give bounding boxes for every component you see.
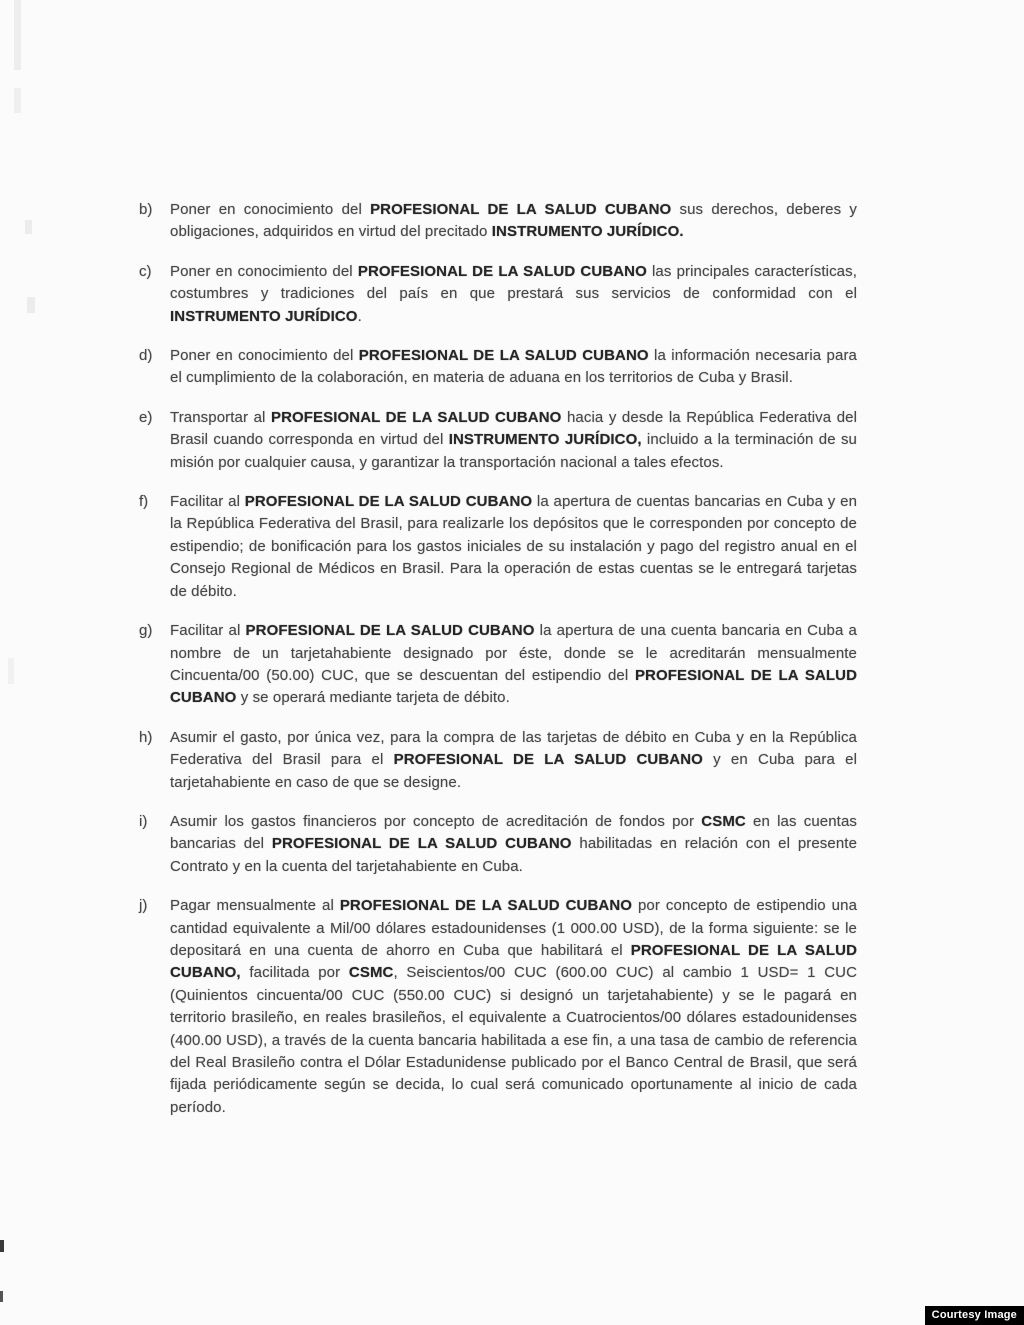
- clause-text-segment: Transportar al: [170, 408, 271, 426]
- clause-text-bold-segment: CSMC: [348, 964, 394, 982]
- clause-text-segment: Asumir el gasto, por única vez, para la compra de las tarjetas de débito en Cuba y en la República Federativa del Brasil para el: [170, 728, 857, 769]
- clause-text-segment: las principales características, costumbres y tradiciones del país en que prestará sus servicios de conformidad con el: [170, 262, 857, 303]
- clause-letter: i): [139, 812, 148, 830]
- clause-text: [170, 261, 857, 328]
- clause-item: [139, 727, 857, 794]
- clause-item: [139, 811, 857, 878]
- clause-text-segment: en las cuentas bancarias del: [170, 812, 857, 853]
- clause-text: [170, 727, 857, 794]
- courtesy-image-badge: Courtesy Image: [925, 1306, 1024, 1325]
- clause-item: [139, 407, 857, 474]
- clause-text-bold-segment: PROFESIONAL DE LA SALUD CUBANO: [358, 347, 649, 365]
- clause-text-segment: .: [357, 307, 362, 325]
- clause-item: [139, 199, 857, 244]
- clause-letter: f): [139, 493, 149, 511]
- clause-text: [170, 895, 857, 1119]
- clause-text-segment: , Seiscientos/00 CUC (600.00 CUC) al cambio 1 USD= 1 CUC (Quinientos cincuenta/00 CUC (550.00 CUC) si designó un tarjetahabiente) y se le pagará en territorio brasileño, en reales brasileños, el equivalente a Cuatrocientos/00 dólares estadounidenses (400.00 USD), a través de la cuenta bancaria habilitada a ese fin, a una tasa de cambio de referencia del Real Brasileño contra el Dólar Estadunidense publicado por el Banco Central de Brasil, que será fijada periódicamente según se decida, lo cual será comunicado oportunamente al inicio de cada período.: [170, 964, 858, 1116]
- clause-letter: b): [139, 201, 153, 218]
- clause-item: [139, 895, 857, 1119]
- clause-letter: g): [139, 622, 153, 640]
- clause-text-segment: la apertura de una cuenta bancaria en Cuba a nombre de un tarjetahabiente designado por éste, donde se le acreditarán mensualmente Cincuenta/00 (50.00) CUC, que se descuentan del estipendio del: [170, 622, 857, 684]
- clause-text: [170, 407, 857, 474]
- clause-text: [170, 345, 857, 390]
- clause-text-bold-segment: CSMC: [701, 812, 746, 830]
- clause-text-bold-segment: INSTRUMENTO JURÍDICO.: [491, 223, 684, 241]
- clause-text: [170, 199, 857, 244]
- clause-text-bold-segment: INSTRUMENTO JURÍDICO: [170, 307, 358, 325]
- clause-text-segment: Pagar mensualmente al: [170, 897, 340, 915]
- scan-artifact: [25, 220, 32, 234]
- clause-text-segment: la información necesaria para el cumplimiento de la colaboración, en materia de aduana en los territorios de Cuba y Brasil.: [170, 347, 857, 387]
- clause-item: [139, 261, 857, 328]
- scan-artifact: [14, 0, 21, 70]
- clause-text-bold-segment: INSTRUMENTO JURÍDICO,: [448, 431, 642, 449]
- clause-text-segment: sus derechos, deberes y obligaciones, adquiridos en virtud del precitado: [170, 201, 857, 241]
- clause-text-segment: por concepto de estipendio una cantidad equivalente a Mil/00 dólares estadounidenses (1 000.00 USD), de la forma siguiente: se le depositará en una cuenta de ahorro en Cuba que habilitará el: [170, 897, 858, 959]
- clause-text-bold-segment: PROFESIONAL DE LA SALUD CUBANO: [170, 666, 857, 707]
- clause-text-segment: habilitadas en relación con el presente Contrato y en la cuenta del tarjetahabiente en Cuba.: [170, 835, 858, 875]
- clause-text-segment: la apertura de cuentas bancarias en Cuba y en la República Federativa del Brasil, para realizarle los depósitos que le corresponden por concepto de estipendio; de bonificación para los gastos iniciales de su instalación y pago del registro anual en el Consejo Regional de Médicos en Brasil. Para la operación de estas cuentas se le entregará tarjetas de débito.: [170, 493, 858, 600]
- clause-text-segment: Poner en conocimiento del: [170, 201, 371, 218]
- scan-artifact: [27, 297, 35, 313]
- clause-letter: j): [139, 897, 148, 915]
- clause-text-bold-segment: PROFESIONAL DE LA SALUD CUBANO: [393, 751, 703, 769]
- clause-text-segment: Facilitar al: [170, 493, 245, 511]
- clause-text-segment: hacia y desde la República Federativa del Brasil cuando corresponda en virtud del: [170, 408, 858, 449]
- clause-text-segment: Facilitar al: [170, 622, 246, 640]
- clause-letter: h): [139, 728, 153, 746]
- clause-letter: e): [139, 408, 153, 426]
- clause-text-bold-segment: PROFESIONAL DE LA SALUD CUBANO: [357, 262, 647, 280]
- scan-artifact: [8, 658, 14, 684]
- clause-list: [139, 199, 857, 1119]
- clause-text-segment: incluido a la terminación de su misión por cualquier causa, y garantizar la transportación nacional a tales efectos.: [170, 431, 857, 471]
- clause-text-segment: y se operará mediante tarjeta de débito.: [236, 689, 510, 707]
- clause-text-bold-segment: PROFESIONAL DE LA SALUD CUBANO: [244, 493, 533, 511]
- clause-text-bold-segment: PROFESIONAL DE LA SALUD CUBANO: [271, 835, 572, 853]
- clause-text-bold-segment: PROFESIONAL DE LA SALUD CUBANO: [245, 622, 535, 640]
- clause-text-segment: Poner en conocimiento del: [170, 347, 359, 365]
- clause-item: [139, 620, 857, 710]
- clause-text-bold-segment: PROFESIONAL DE LA SALUD CUBANO: [339, 897, 633, 915]
- clause-text-segment: facilitada por: [240, 964, 349, 982]
- clause-text-segment: y en Cuba para el tarjetahabiente en caso de que se designe.: [170, 751, 857, 791]
- clause-text: [170, 620, 857, 710]
- clause-item: [139, 345, 857, 390]
- scan-artifact: [14, 88, 21, 113]
- contract-clauses: [139, 199, 857, 1136]
- clause-text-bold-segment: PROFESIONAL DE LA SALUD CUBANO,: [170, 941, 857, 982]
- scan-artifact: [0, 1291, 3, 1302]
- clause-text-segment: Asumir los gastos financieros por concepto de acreditación de fondos por: [170, 812, 702, 830]
- clause-text-segment: Poner en conocimiento del: [170, 262, 358, 280]
- clause-letter: c): [139, 262, 152, 280]
- scan-artifact: [0, 1240, 4, 1252]
- clause-text-bold-segment: PROFESIONAL DE LA SALUD CUBANO: [270, 408, 562, 426]
- clause-text: [170, 491, 857, 603]
- clause-text: [170, 811, 857, 878]
- clause-text-bold-segment: PROFESIONAL DE LA SALUD CUBANO: [370, 201, 672, 218]
- clause-letter: d): [139, 347, 153, 365]
- clause-item: [139, 491, 857, 603]
